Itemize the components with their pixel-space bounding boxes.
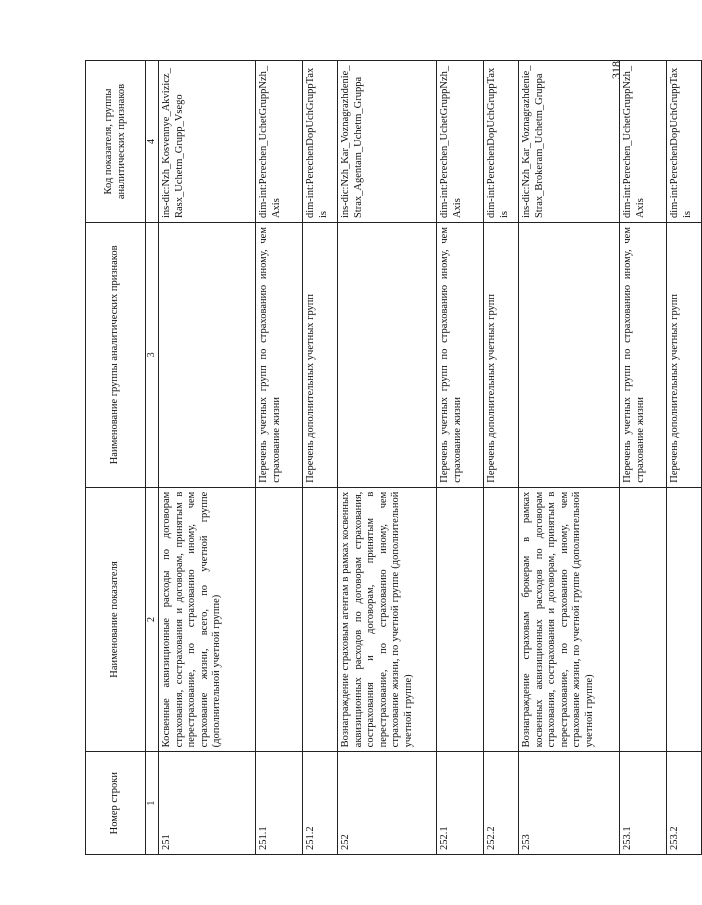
indicator-code: ins-dic:Nzh_Kosvennye_Akvizicz_Rasx_Uchetm_Grupp_Vsego	[159, 61, 256, 223]
header-row	[86, 61, 146, 855]
indicator-code: ins-dic:Nzh_Kar_Voznagrazhdenie_Strax_Brokeram_Uchetm_Gruppa	[519, 61, 620, 223]
row-number: 251	[159, 752, 256, 855]
indicator-name	[256, 487, 303, 752]
table-row	[338, 61, 437, 855]
row-number: 253.1	[620, 752, 667, 855]
group-name	[159, 223, 256, 488]
table-row	[484, 61, 519, 855]
group-name: Перечень учетных групп по страхованию иному, чем страхование жизни	[256, 223, 303, 488]
table-row	[667, 61, 702, 855]
indicator-name: Вознаграждение страховым агентам в рамках косвенных аквизиционных расходов по договорам страхования, сострахования и договорам, принятым в перестрахование, по страхованию иному, чем страхование жизни, по учетной группе (дополнительной учетной группе)	[338, 487, 437, 752]
header-code: Код показателя, группы аналитических признаков	[86, 61, 146, 223]
group-name	[519, 223, 620, 488]
row-number: 252.2	[484, 752, 519, 855]
group-name: Перечень дополнительных учетных групп	[667, 223, 702, 488]
indicator-name	[620, 487, 667, 752]
table-row	[437, 61, 484, 855]
indicator-name	[303, 487, 338, 752]
group-name: Перечень учетных групп по страхованию иному, чем страхование жизни	[437, 223, 484, 488]
header-group-name: Наименование группы аналитических признаков	[86, 223, 146, 488]
row-number: 253.2	[667, 752, 702, 855]
row-number: 252	[338, 752, 437, 855]
table-row	[159, 61, 256, 855]
header-indicator-name: Наименование показателя	[86, 487, 146, 752]
column-number: 3	[146, 223, 159, 488]
indicator-code: dim-int:PerechenDopUchGruppTaxis	[303, 61, 338, 223]
group-name: Перечень дополнительных учетных групп	[484, 223, 519, 488]
column-number: 1	[146, 752, 159, 855]
row-number: 251.2	[303, 752, 338, 855]
indicator-name: Косвенные аквизиционные расходы по договорам страхования, сострахования и договорам, принятым в перестрахование, по страхованию иному, чем страхование жизни, всего, по учетной группе (дополнительной учетной группе)	[159, 487, 256, 752]
column-number: 4	[146, 61, 159, 223]
indicator-name: Вознаграждение страховым брокерам в рамках косвенных аквизиционных расходов по договорам страхования, сострахования и договорам, принятым в перестрахование, по страхованию иному, чем страхование жизни, по учетной группе (дополнительной учетной группе)	[519, 487, 620, 752]
table-row	[519, 61, 620, 855]
indicator-code: dim-int:PerechenDopUchGruppTaxis	[484, 61, 519, 223]
indicator-code: dim-int:PerechenDopUchGruppTaxis	[667, 61, 702, 223]
table-row	[620, 61, 667, 855]
indicator-name	[667, 487, 702, 752]
column-number-row	[146, 61, 159, 855]
indicator-code: dim-int:Perechen_UchetGruppNzh_Axis	[256, 61, 303, 223]
indicator-code: dim-int:Perechen_UchetGruppNzh_Axis	[437, 61, 484, 223]
indicator-name	[484, 487, 519, 752]
header-row-number: Номер строки	[86, 752, 146, 855]
table-row	[303, 61, 338, 855]
page-number: 318	[609, 61, 623, 79]
row-number: 253	[519, 752, 620, 855]
column-number: 2	[146, 487, 159, 752]
row-number: 251.1	[256, 752, 303, 855]
indicator-code: dim-int:Perechen_UchetGruppNzh_Axis	[620, 61, 667, 223]
group-name: Перечень учетных групп по страхованию иному, чем страхование жизни	[620, 223, 667, 488]
indicator-table	[85, 60, 702, 855]
row-number: 252.1	[437, 752, 484, 855]
indicator-name	[437, 487, 484, 752]
group-name: Перечень дополнительных учетных групп	[303, 223, 338, 488]
table-row	[256, 61, 303, 855]
indicator-code: ins-dic:Nzh_Kar_Voznagrazhdenie_Strax_Agentam_Uchetm_Gruppa	[338, 61, 437, 223]
group-name	[338, 223, 437, 488]
